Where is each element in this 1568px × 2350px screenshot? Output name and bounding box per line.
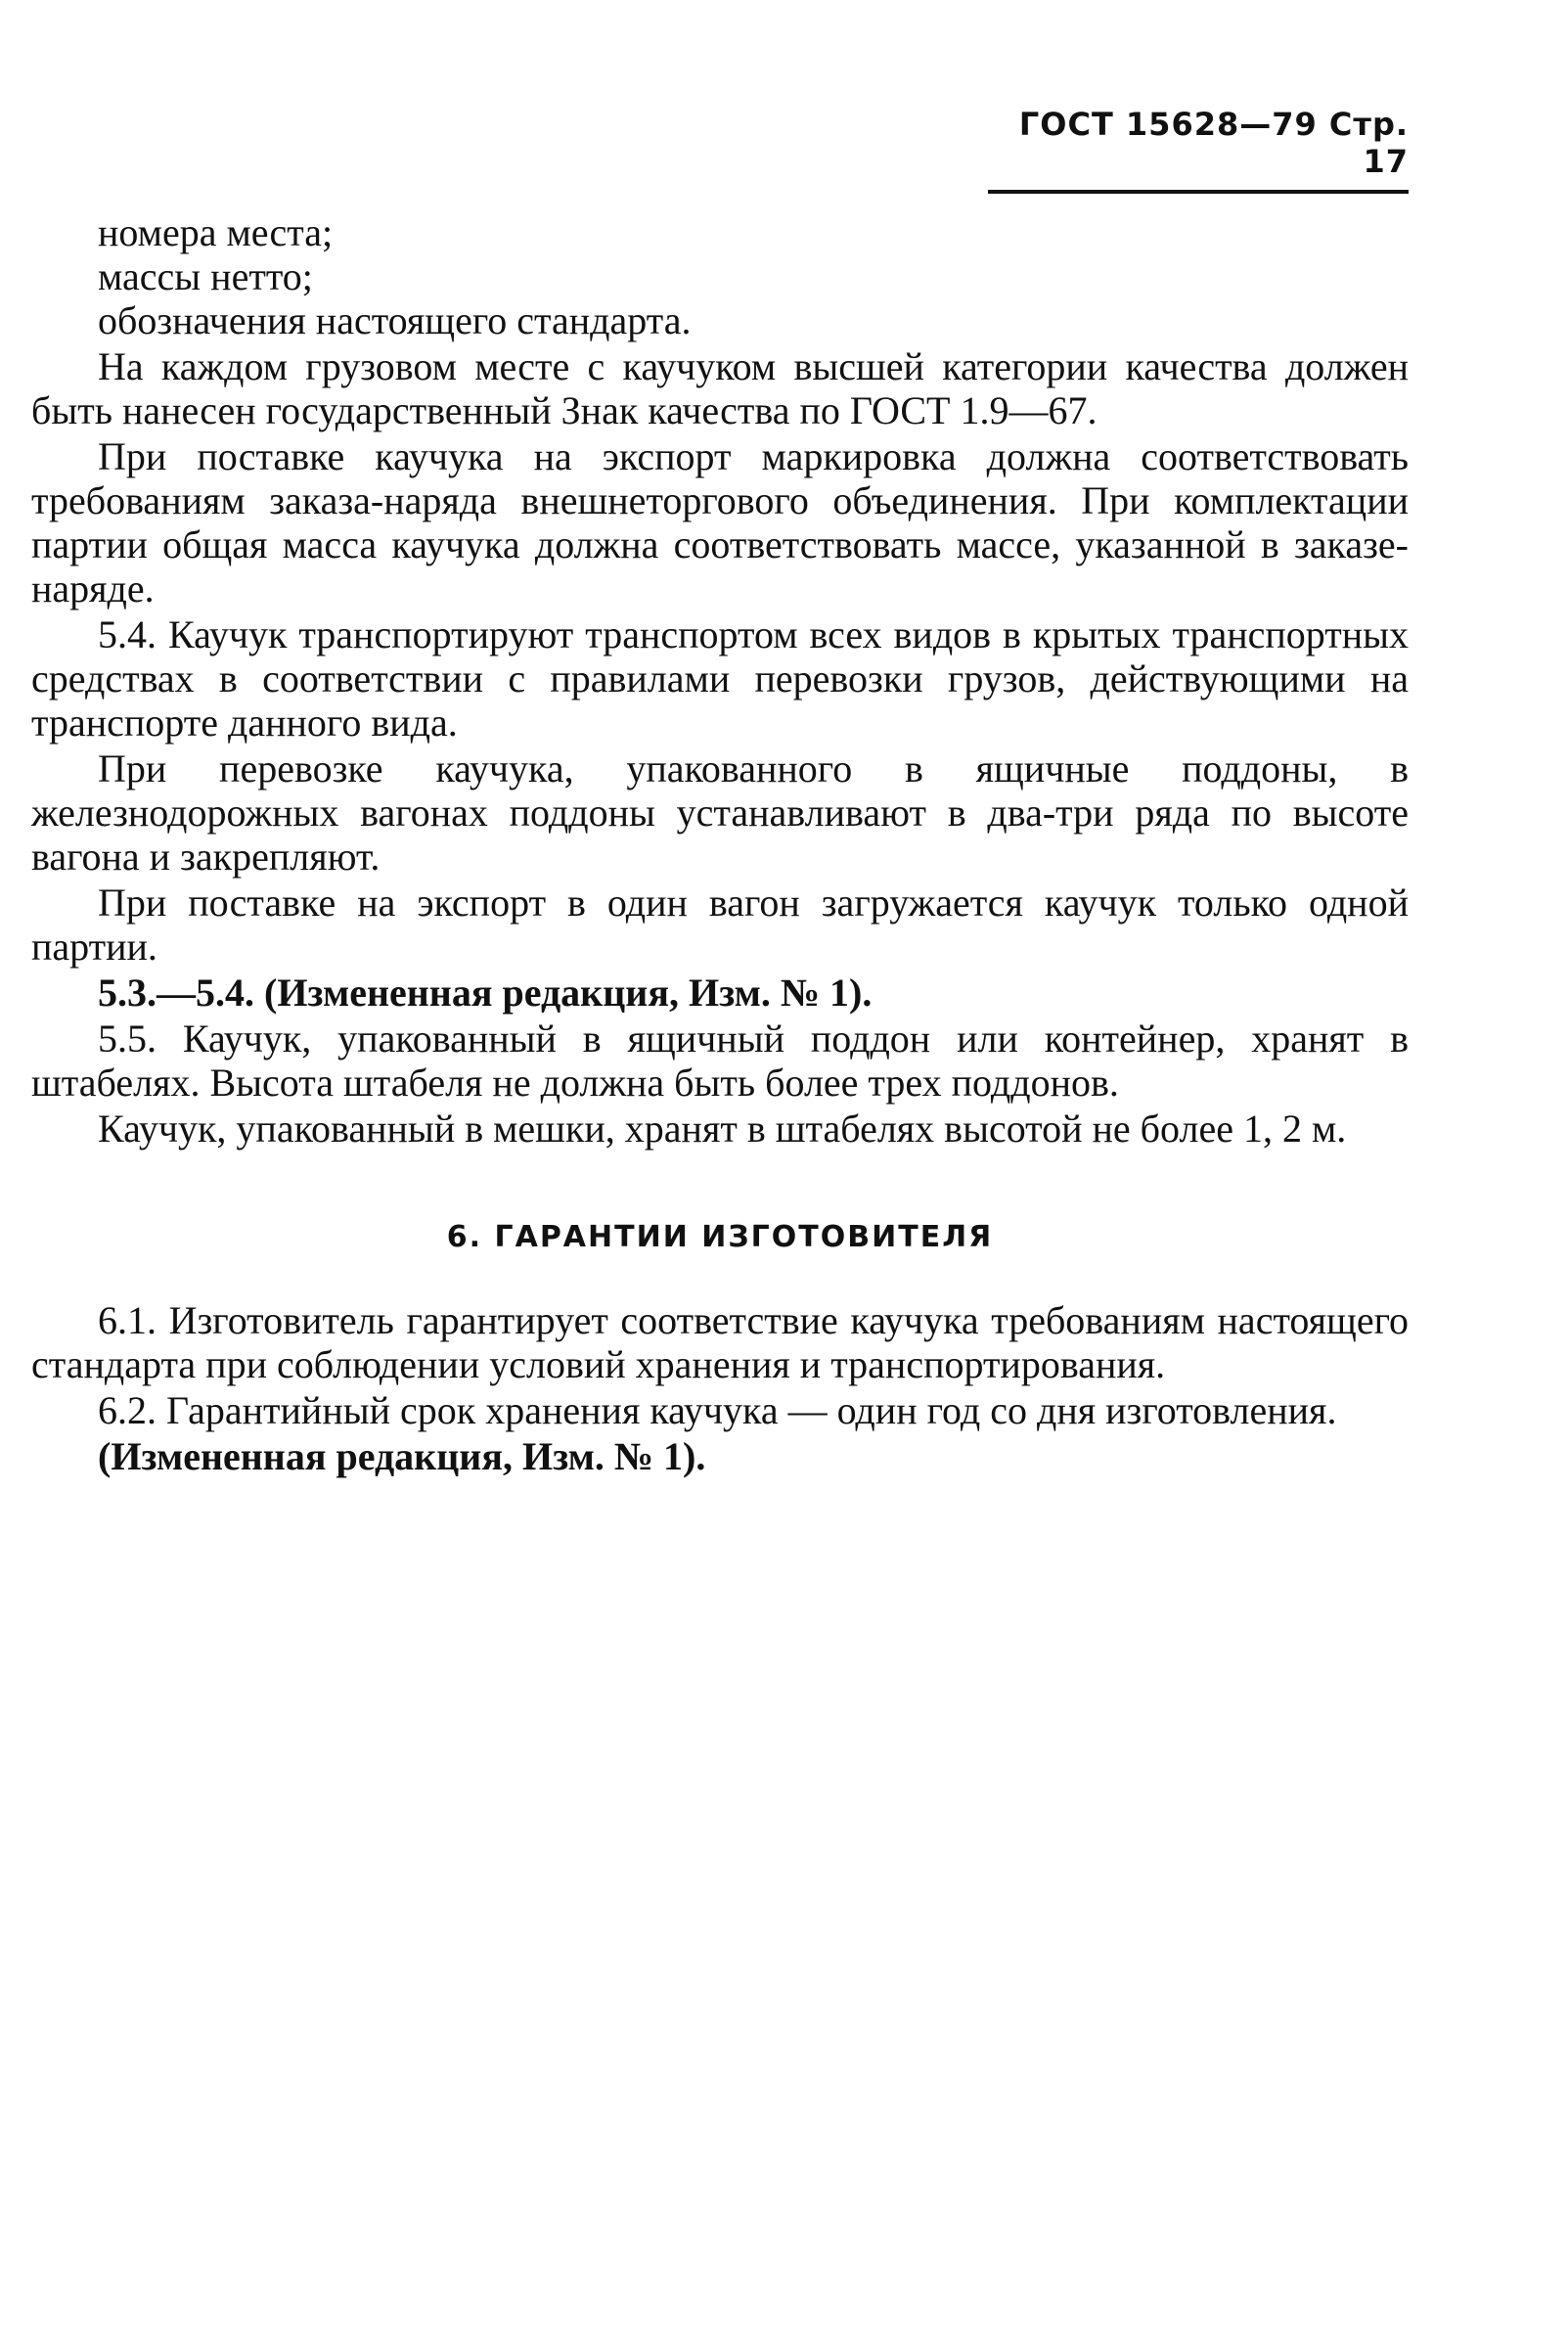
- paragraph: При перевозке каучука, упакованного в ящичные поддоны, в железнодорожных вагонах поддоны устанавливают в два-три ряда по высоте вагона и закрепляют.: [31, 746, 1409, 879]
- paragraph: При поставке каучука на экспорт маркировка должна соответствовать требованиям заказа-наряда внешнеторгового объединения. При комплектации партии общая масса каучука должна соответствовать массе, указанной в заказе-наряде.: [31, 434, 1409, 610]
- document-body: [31, 210, 1409, 1478]
- amendment-note: 5.3.—5.4. (Измененная редакция, Изм. № 1).: [98, 971, 873, 1015]
- paragraph: обозначения настоящего стандарта.: [98, 298, 692, 342]
- section-title: 6. ГАРАНТИИ ИЗГОТОВИТЕЛЯ: [446, 1220, 994, 1254]
- paragraph-6-1: 6.1. Изготовитель гарантирует соответствие каучука требованиям настоящего стандарта при соблюдении условий хранения и транспортирования.: [31, 1298, 1409, 1386]
- paragraph: номера места;: [98, 210, 334, 254]
- paragraph-5-4: 5.4. Каучук транспортируют транспортом всех видов в крытых транспортных средствах в соответствии с правилами перевозки грузов, действующими на транспорте данного вида.: [31, 612, 1409, 745]
- paragraph: Каучук, упакованный в мешки, хранят в штабелях высотой не более 1, 2 м.: [98, 1107, 1347, 1151]
- amendment-note: (Измененная редакция, Изм. № 1).: [98, 1434, 706, 1478]
- paragraph-6-2: 6.2. Гарантийный срок хранения каучука — один год со дня изготовления.: [98, 1388, 1337, 1432]
- page-header: ГОСТ 15628—79 Стр. 17: [988, 106, 1409, 194]
- paragraph: На каждом грузовом месте с каучуком высшей категории качества должен быть нанесен государственный Знак качества по ГОСТ 1.9—67.: [31, 344, 1409, 432]
- paragraph: массы нетто;: [98, 254, 313, 298]
- paragraph-5-5: 5.5. Каучук, упакованный в ящичный поддон или контейнер, хранят в штабелях. Высота штабеля не должна быть более трех поддонов.: [31, 1017, 1409, 1105]
- paragraph: При поставке на экспорт в один вагон загружается каучук только одной партии.: [31, 881, 1409, 969]
